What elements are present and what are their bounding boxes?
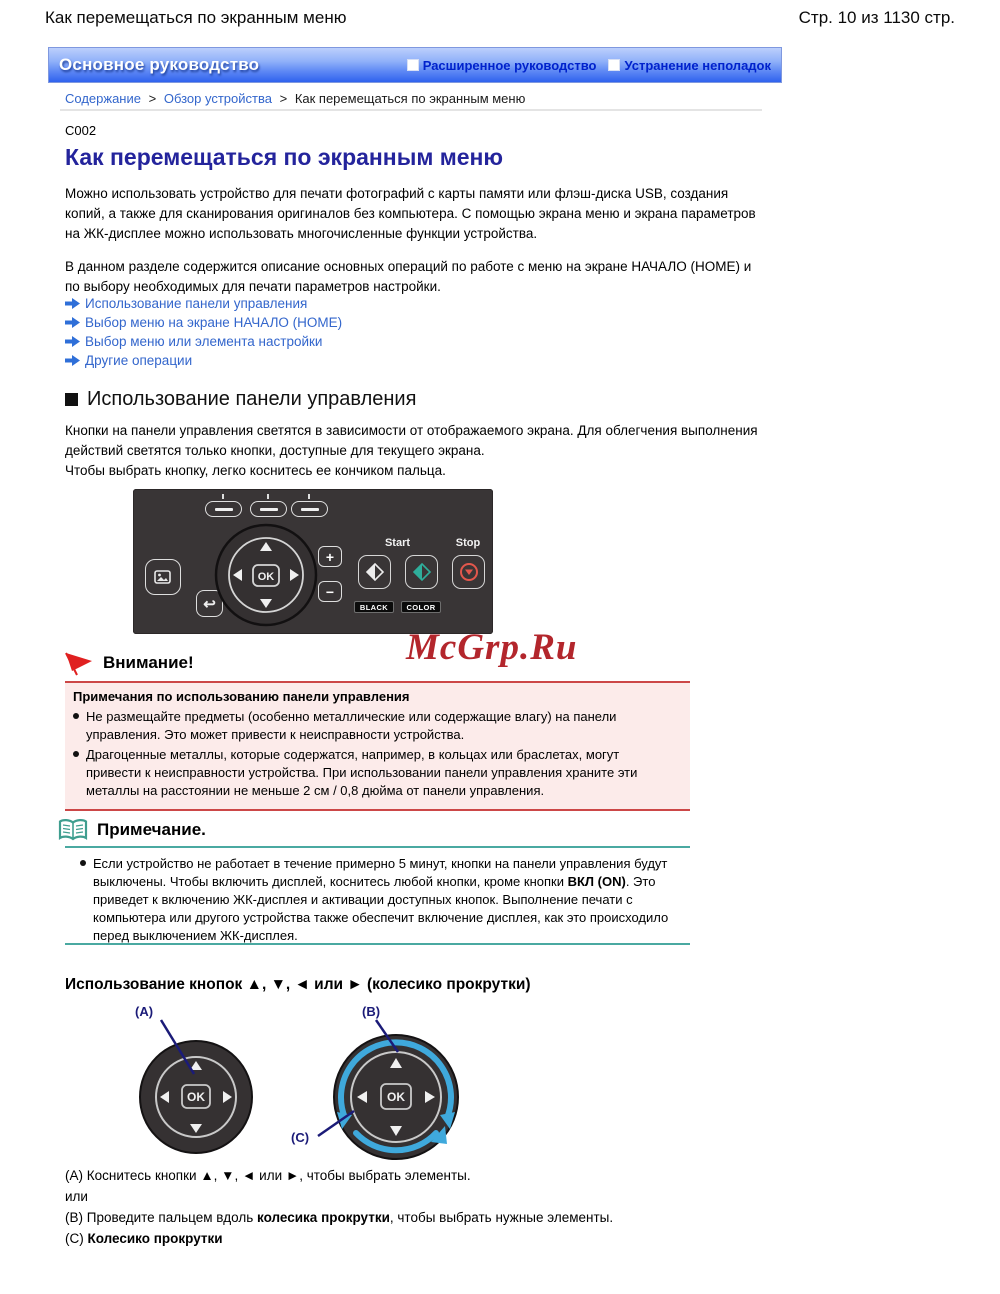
caption-b-pre: (B) Проведите пальцем вдоль: [65, 1210, 258, 1225]
quick-link-row: [65, 332, 342, 351]
link-other-operations[interactable]: Другие операции: [85, 353, 193, 368]
navbar: [48, 47, 782, 83]
figure-label-a: (A): [135, 1004, 154, 1019]
breadcrumb-link-overview[interactable]: Обзор устройства: [163, 91, 272, 106]
note-label: Примечание.: [97, 820, 206, 839]
intro-paragraph-1: Можно использовать устройство для печати фотографий с карты памяти или флэш-диска USB, создания копий, а также для сканирования оригиналов без компьютера. С помощью экрана меню и экрана параметров на ЖК-дисплее можно использовать многочисленные функции устройства.: [65, 186, 756, 241]
function-led-tick: [308, 494, 310, 499]
pointer-lines: [65, 1004, 765, 1164]
attention-box-title: Примечания по использованию панели управления: [73, 689, 410, 704]
divider: [60, 109, 762, 111]
tab-square-icon: [608, 59, 620, 71]
function-button-icon: [250, 501, 287, 517]
doc-code: C002: [65, 123, 97, 138]
note-bullet-text: [93, 855, 680, 945]
page-counter: Стр. 10 из 1130 стр.: [798, 8, 955, 27]
link-home-menu[interactable]: Выбор меню на экране НАЧАЛО (HOME): [85, 315, 343, 330]
caption-line-c: [65, 1228, 613, 1249]
bullet-dot-icon: [73, 751, 79, 757]
attention-bullet-text: Драгоценные металлы, которые содержатся, например, в кольцах или браслетах, могут привести к неисправности устройства. При использовании панели управления храните эти металлы на расстоянии не меньше 2 см / 0,8 дюйма от панели управления.: [86, 747, 638, 798]
nav-main-guide[interactable]: Основное руководство: [59, 55, 260, 74]
function-button-icon: [205, 501, 242, 517]
stop-button-icon: [452, 555, 485, 589]
breadcrumb: [65, 91, 525, 106]
caption-line-or: или: [65, 1189, 88, 1204]
attention-heading: [64, 650, 194, 676]
quick-links: [65, 294, 342, 370]
nav-tabs: [407, 58, 771, 73]
black-badge: BLACK: [354, 601, 394, 613]
nav-tab-troubleshooting[interactable]: [608, 58, 771, 73]
link-arrow-icon: [65, 355, 80, 366]
figure-label-b: (B): [362, 1004, 381, 1019]
caption-c-pre: (C): [65, 1231, 88, 1246]
caption-b-post: , чтобы выбрать нужные элементы.: [389, 1210, 614, 1225]
caption-c-bold: Колесико прокрутки: [87, 1231, 223, 1246]
note-text-pre: Если устройство не работает в течение примерно 5 минут, кнопки на панели управления будут выключены. Чтобы включить дисплей, коснитесь любой кнопки, кроме кнопки: [93, 856, 668, 889]
section-heading-panel: [65, 388, 416, 411]
link-arrow-icon: [65, 317, 80, 328]
photo-icon: [153, 568, 173, 586]
page-title: Как перемещаться по экранным меню: [45, 8, 347, 27]
quick-link-row: [65, 294, 342, 313]
book-icon: [58, 818, 88, 842]
start-color-button-icon: [405, 555, 438, 589]
function-button-icon: [291, 501, 328, 517]
breadcrumb-separator: >: [148, 91, 157, 106]
link-select-menu-item[interactable]: Выбор меню или элемента настройки: [85, 334, 323, 349]
nav-tab-label: Устранение неполадок: [624, 57, 771, 73]
note-bullet: [80, 855, 680, 945]
note-heading: [58, 818, 206, 842]
attention-bullet: [73, 708, 678, 744]
minus-button-icon: −: [318, 581, 342, 602]
top-row: [45, 8, 955, 28]
start-label: Start: [384, 537, 411, 549]
stop-label: Stop: [455, 537, 481, 549]
ok-button-label: OK: [387, 1090, 405, 1104]
ok-button-label: OK: [257, 571, 275, 583]
tab-square-icon: [407, 59, 419, 71]
breadcrumb-link-contents[interactable]: Содержание: [65, 91, 141, 106]
attention-label: Внимание!: [103, 653, 194, 672]
start-black-button-icon: [358, 555, 391, 589]
bullet-dot-icon: [80, 860, 86, 866]
navigation-wheel-icon: [214, 523, 318, 627]
color-badge: COLOR: [401, 601, 441, 613]
link-arrow-icon: [65, 336, 80, 347]
caption-b-bold: колесика прокрутки: [257, 1210, 390, 1225]
watermark: McGrp.Ru: [406, 627, 578, 668]
diamond-icon: [365, 562, 385, 582]
breadcrumb-separator: >: [279, 91, 288, 106]
quick-link-row: [65, 351, 342, 370]
panel-paragraph-2: Чтобы выбрать кнопку, легко коснитесь ее кончиком пальца.: [65, 463, 446, 478]
note-text-post: . Это приведет к включению ЖК-дисплея и активации доступных кнопок. Выполнение печати с компьютера или другого устройства также обеспечит включение дисплея, как это происходило перед выключением ЖК-дисплея.: [93, 874, 669, 943]
panel-paragraph-1: Кнопки на панели управления светятся в зависимости от отображаемого экрана. Для облегчения выполнения действий светятся только кнопки, доступные для текущего экрана.: [65, 423, 758, 458]
caption-line-b: [65, 1207, 613, 1228]
main-heading: Как перемещаться по экранным меню: [65, 144, 504, 170]
control-panel-illustration: [133, 489, 493, 634]
plus-button-icon: +: [318, 546, 342, 567]
note-divider-bottom: [65, 943, 690, 945]
intro-paragraph-2: В данном разделе содержится описание основных операций по работе с меню на экране НАЧАЛО (HOME) и по выбору необходимых для печати параметров настройки.: [65, 259, 752, 294]
note-divider-top: [65, 846, 690, 848]
scroll-wheel-figure: [65, 1004, 765, 1164]
figure-label-c: (C): [291, 1130, 310, 1145]
attention-box: [65, 681, 690, 811]
attention-bullet-text: Не размещайте предметы (особенно металлические или содержащие влагу) на панели управления. Это может привести к неисправности устройства.: [86, 709, 617, 742]
back-button-icon: ↩: [196, 590, 223, 617]
breadcrumb-current: Как перемещаться по экранным меню: [294, 91, 526, 106]
figure-captions: [65, 1165, 613, 1249]
ok-button-label: OK: [187, 1090, 205, 1104]
red-flag-icon: [64, 650, 94, 676]
nav-tab-advanced-guide[interactable]: [407, 58, 597, 73]
bullet-dot-icon: [73, 713, 79, 719]
attention-bullet: [73, 746, 678, 800]
nav-tab-label: Расширенное руководство: [422, 57, 597, 73]
note-body: [80, 853, 680, 945]
quick-link-row: [65, 313, 342, 332]
link-using-operation-panel[interactable]: Использование панели управления: [85, 296, 308, 311]
link-arrow-icon: [65, 298, 80, 309]
stop-icon: [459, 562, 479, 582]
section-heading-buttons: Использование кнопок ▲, ▼, ◄ или ► (колесико прокрутки): [65, 976, 531, 993]
function-led-tick: [267, 494, 269, 499]
diamond-icon: [412, 562, 432, 582]
function-led-tick: [222, 494, 224, 499]
caption-line-a: (A) Коснитесь кнопки ▲, ▼, ◄ или ►, чтобы выбрать элементы.: [65, 1168, 471, 1183]
home-button-icon: [145, 559, 181, 595]
note-text-bold: ВКЛ (ON): [567, 874, 626, 889]
black-square-icon: [65, 393, 78, 406]
section-heading-label: Использование панели управления: [87, 388, 417, 410]
